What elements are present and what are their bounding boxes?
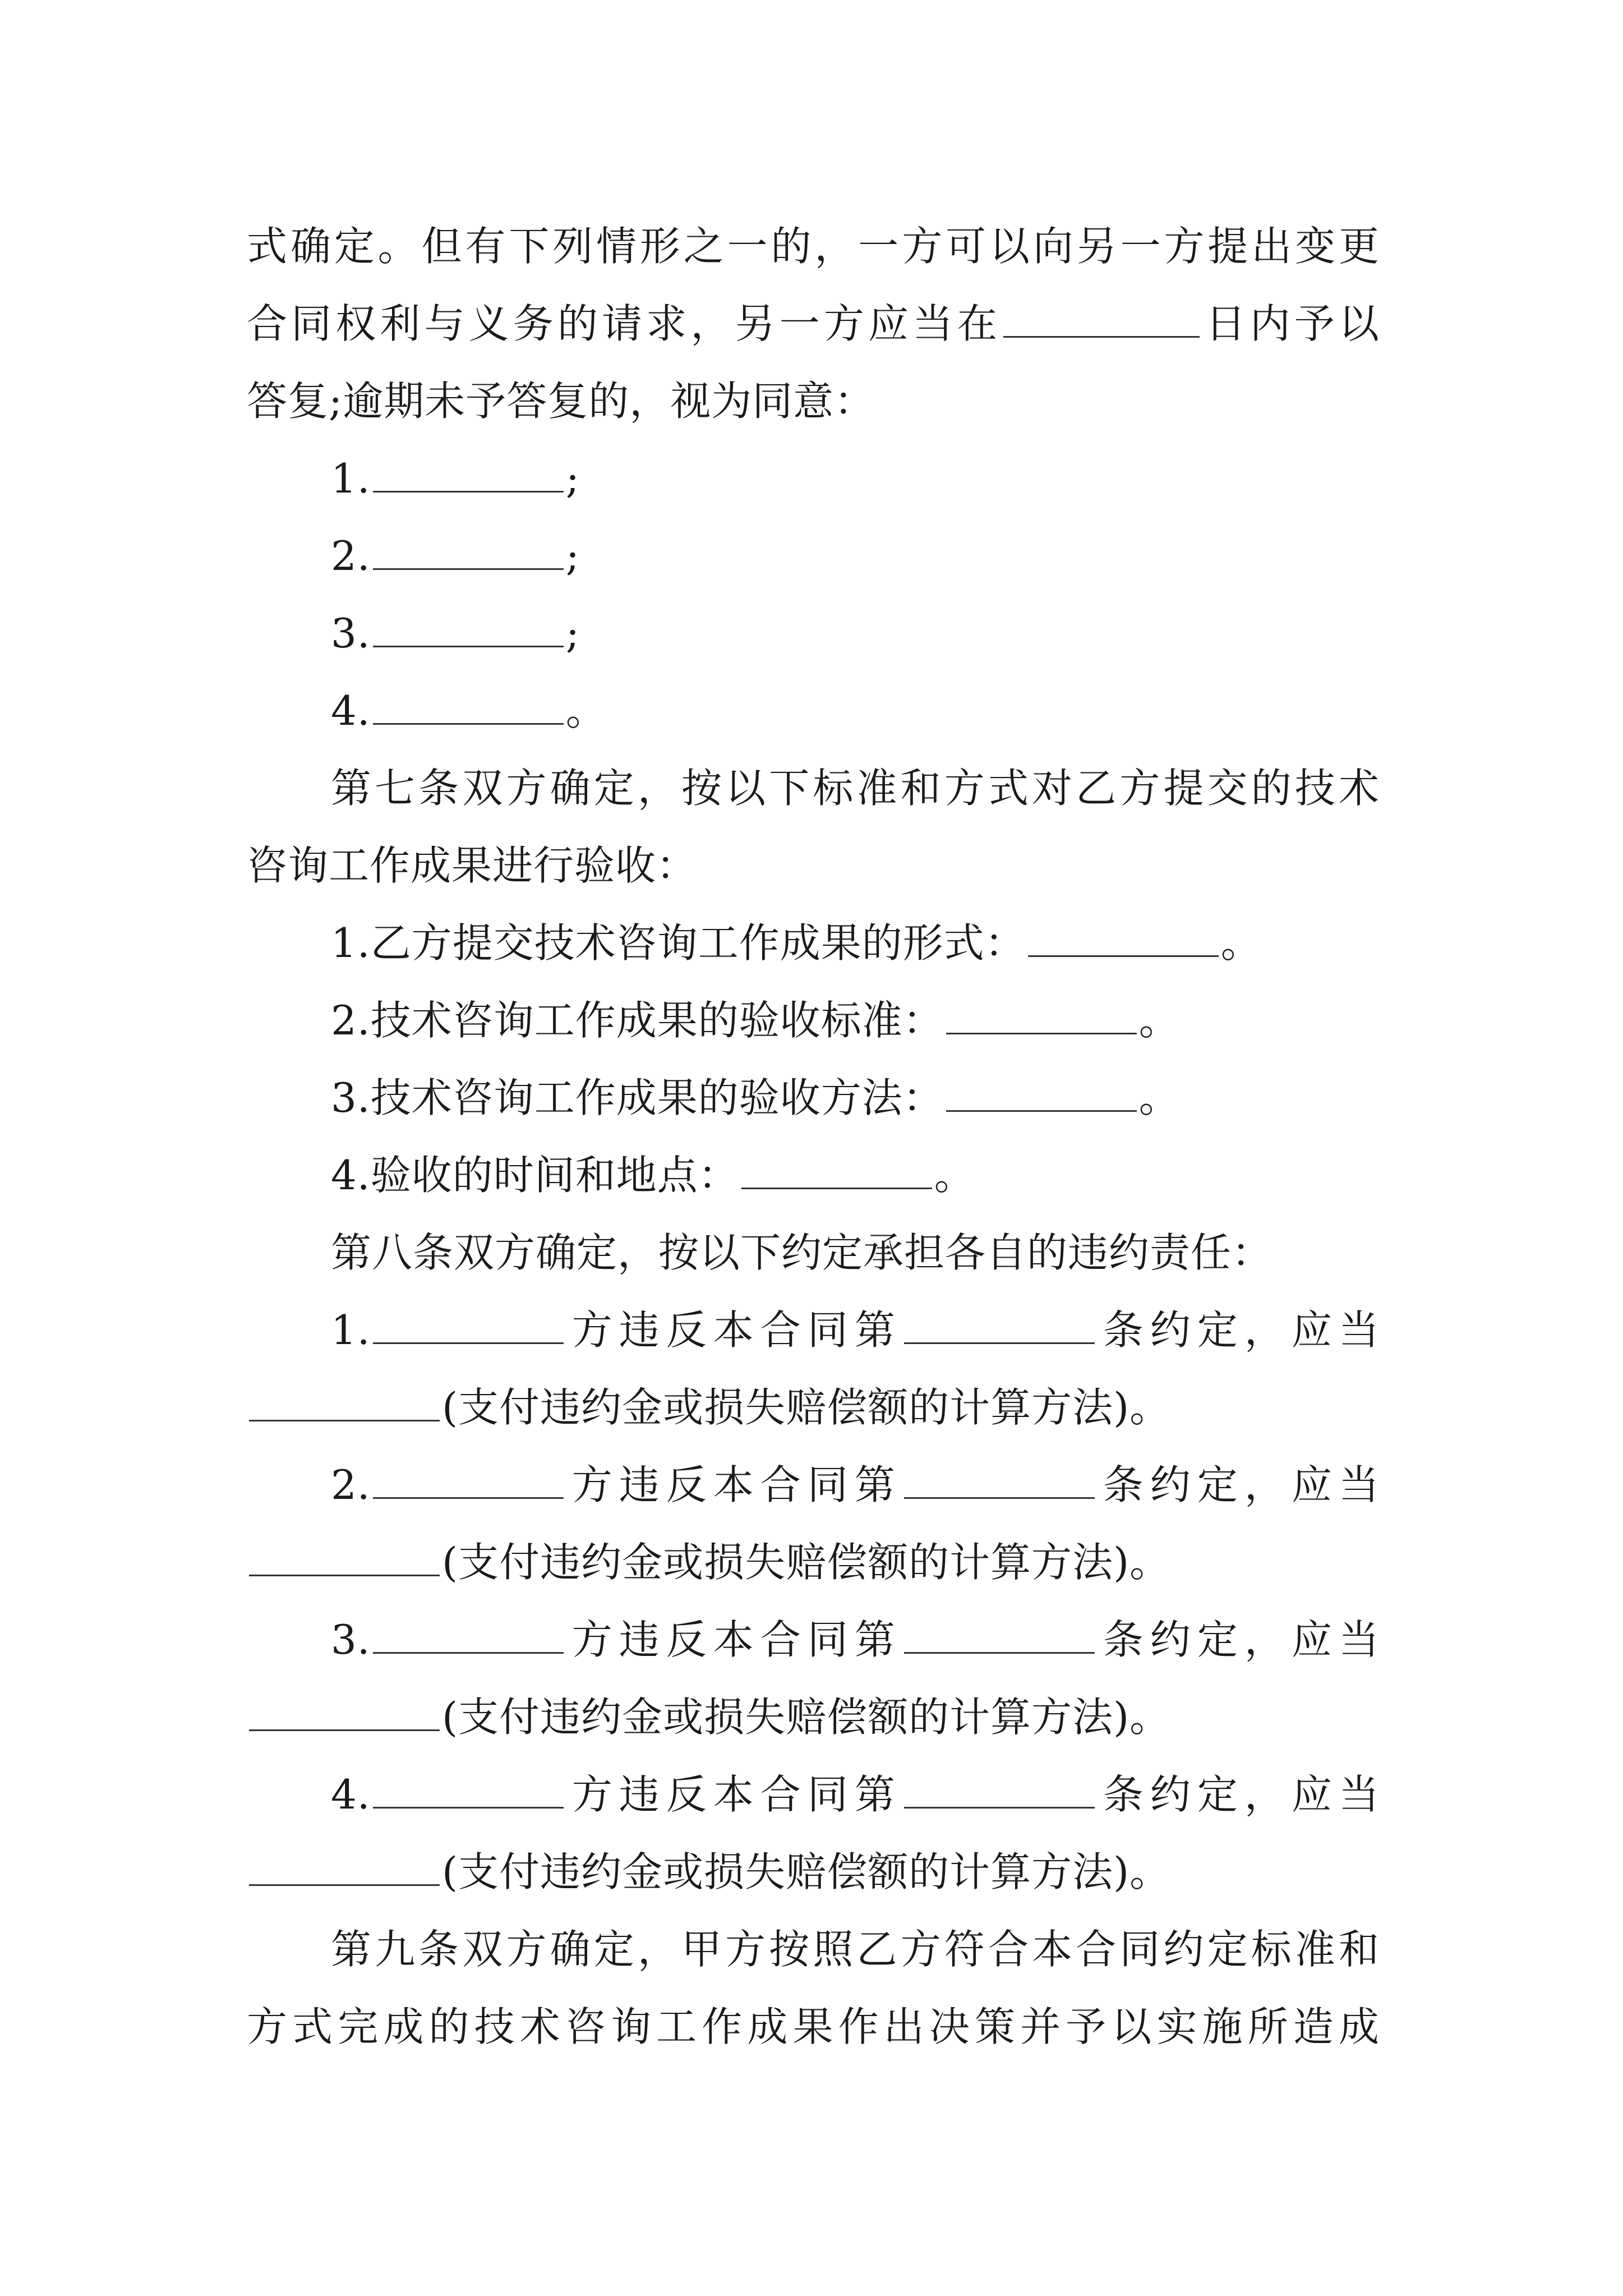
- paragraph-line: [247, 1833, 1380, 1911]
- text-segment: ;: [565, 610, 580, 657]
- paragraph-line: [247, 827, 1380, 904]
- text-segment: 。: [1138, 997, 1180, 1044]
- item-number: 3.: [331, 610, 371, 657]
- text-segment: 条约定，应当: [1096, 1461, 1380, 1508]
- fill-in-blank[interactable]: [904, 1497, 1095, 1499]
- fill-in-blank[interactable]: [904, 1342, 1095, 1344]
- paragraph-line: [247, 1678, 1380, 1756]
- text-segment: 方违反本合同第: [565, 1306, 902, 1354]
- text-segment: ;: [565, 532, 580, 579]
- list-item: [331, 440, 1380, 517]
- text-segment: 2.技术咨询工作成果的验收标准：: [331, 997, 944, 1044]
- fill-in-blank[interactable]: [946, 1032, 1137, 1034]
- text-segment: 方违反本合同第: [565, 1461, 902, 1508]
- fill-in-blank[interactable]: [373, 1806, 564, 1809]
- text-segment: 条约定，应当: [1096, 1771, 1380, 1818]
- text-segment: 。: [934, 1152, 975, 1199]
- paragraph-line: [247, 1988, 1380, 2065]
- paragraph-line: [247, 285, 1380, 362]
- fill-in-blank[interactable]: [373, 645, 564, 647]
- text-segment: 1.乙方提交技术咨询工作成果的形式：: [331, 919, 1026, 967]
- text-segment: 。: [1220, 919, 1262, 967]
- fill-in-blank[interactable]: [741, 1187, 932, 1189]
- fill-in-blank[interactable]: [249, 1729, 440, 1731]
- text-segment: 。: [1138, 1074, 1180, 1121]
- item-number: 3.: [331, 1616, 371, 1663]
- fill-in-blank[interactable]: [249, 1574, 440, 1576]
- fill-in-blank[interactable]: [249, 1419, 440, 1421]
- fill-in-blank[interactable]: [373, 490, 564, 493]
- text-segment: 合同权利与义务的请求，另一方应当在: [247, 300, 1002, 347]
- text-segment: (支付违约金或损失赔偿额的计算方法)。: [442, 1384, 1171, 1431]
- item-number: 4.: [331, 687, 371, 734]
- item-number: 4.: [331, 1771, 371, 1818]
- text-segment: 答复;逾期未予答复的，视为同意：: [247, 378, 875, 425]
- item-number: 2.: [331, 1461, 371, 1508]
- text-segment: 第九条双方确定，甲方按照乙方符合本合同约定标准和: [331, 1926, 1380, 1973]
- list-item: [331, 1137, 1380, 1214]
- fill-in-blank[interactable]: [373, 723, 564, 725]
- text-segment: 条约定，应当: [1096, 1306, 1380, 1354]
- list-item: [331, 982, 1380, 1059]
- text-segment: (支付违约金或损失赔偿额的计算方法)。: [442, 1694, 1171, 1741]
- paragraph-line: [247, 1369, 1380, 1446]
- text-segment: 。: [565, 687, 607, 734]
- fill-in-blank[interactable]: [904, 1651, 1095, 1654]
- fill-in-blank[interactable]: [249, 1884, 440, 1886]
- paragraph-line: [247, 208, 1380, 285]
- fill-in-blank[interactable]: [373, 568, 564, 570]
- list-item: [331, 1291, 1380, 1369]
- list-item: [331, 1601, 1380, 1678]
- text-segment: 式确定。但有下列情形之一的，一方可以向另一方提出变更: [247, 223, 1380, 270]
- fill-in-blank[interactable]: [373, 1342, 564, 1344]
- text-segment: ;: [565, 455, 580, 502]
- item-number: 2.: [331, 532, 371, 579]
- text-segment: 条约定，应当: [1096, 1616, 1380, 1663]
- fill-in-blank[interactable]: [373, 1497, 564, 1499]
- article-line: [331, 749, 1380, 827]
- list-item: [331, 517, 1380, 595]
- fill-in-blank[interactable]: [1003, 335, 1200, 338]
- list-item: [331, 904, 1380, 982]
- text-segment: 咨询工作成果进行验收：: [247, 842, 698, 889]
- fill-in-blank[interactable]: [946, 1110, 1137, 1112]
- text-segment: 方违反本合同第: [565, 1616, 902, 1663]
- item-number: 1.: [331, 1306, 371, 1354]
- text-segment: (支付违约金或损失赔偿额的计算方法)。: [442, 1848, 1171, 1895]
- list-item: [331, 1756, 1380, 1833]
- fill-in-blank[interactable]: [1028, 955, 1219, 957]
- text-segment: 方违反本合同第: [565, 1771, 902, 1818]
- text-segment: 第七条双方确定，按以下标准和方式对乙方提交的技术: [331, 765, 1380, 812]
- paragraph-line: [247, 1524, 1380, 1601]
- text-segment: 4.验收的时间和地点：: [331, 1152, 739, 1199]
- list-item: [331, 1059, 1380, 1137]
- item-number: 1.: [331, 455, 371, 502]
- text-segment: 方式完成的技术咨询工作成果作出决策并予以实施所造成: [247, 2003, 1380, 2050]
- list-item: [331, 1446, 1380, 1524]
- text-segment: 第八条双方确定，按以下约定承担各自的违约责任：: [331, 1229, 1273, 1276]
- fill-in-blank[interactable]: [373, 1651, 564, 1654]
- text-segment: 3.技术咨询工作成果的验收方法：: [331, 1074, 944, 1121]
- paragraph-line: [247, 362, 1380, 440]
- list-item: [331, 672, 1380, 749]
- text-segment: 日内予以: [1202, 300, 1380, 347]
- text-segment: (支付违约金或损失赔偿额的计算方法)。: [442, 1539, 1171, 1586]
- list-item: [331, 595, 1380, 672]
- article-line: [331, 1214, 1380, 1291]
- article-line: [331, 1911, 1380, 1988]
- fill-in-blank[interactable]: [904, 1806, 1095, 1809]
